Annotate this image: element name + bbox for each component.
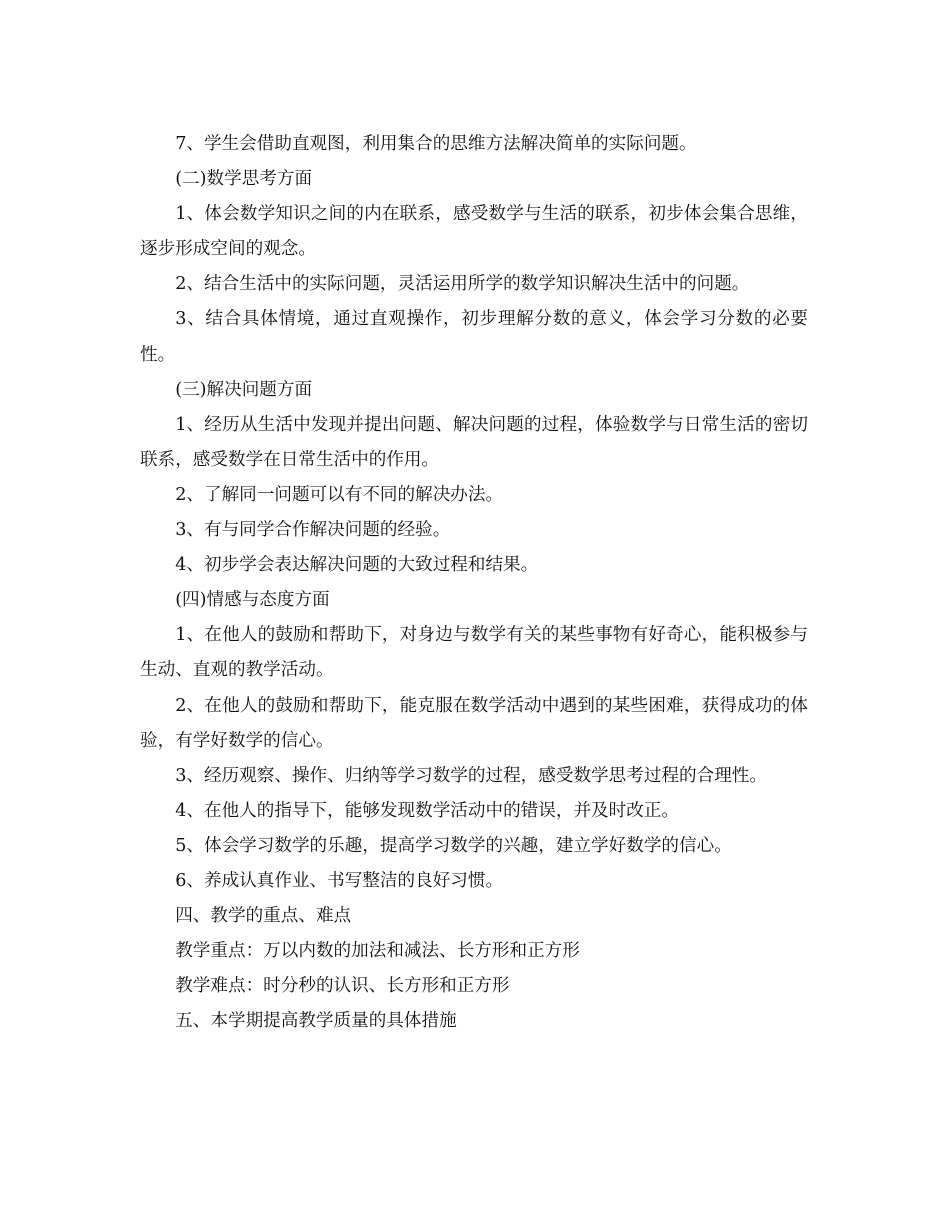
paragraph-emotion-6: 6、养成认真作业、书写整洁的良好习惯。 [175,870,504,891]
paragraph-teaching-difficult-points: 教学难点：时分秒的认识、长方形和正方形 [175,976,510,997]
paragraph-emotion-5: 5、体会学习数学的乐趣，提高学习数学的兴趣，建立学好数学的信心。 [175,835,732,856]
paragraph-problem-3: 3、有与同学合作解决问题的经验。 [175,520,451,541]
paragraph-item-7-visual-aid: 7、学生会借助直观图，利用集合的思维方法解决简单的实际问题。 [175,134,697,154]
paragraph-problem-2: 2、了解同一问题可以有不同的解决办法。 [175,484,504,505]
paragraph-emotion-1: 1、在他人的鼓励和帮助下，对身边与数学有关的某些事物有好奇心，能积极参与生动、直观的教学活动。 [140,625,808,681]
document-body [140,127,808,1039]
section-heading-emotion-attitude: (四)情感与态度方面 [175,590,330,611]
paragraph-thinking-1: 1、体会数学知识之间的内在联系，感受数学与生活的联系，初步体会集合思维，逐步形成空间的观念。 [140,204,808,260]
section-heading-problem-solving: (三)解决问题方面 [175,379,313,400]
section-heading-math-thinking: (二)数学思考方面 [175,169,313,190]
paragraph-problem-1: 1、经历从生活中发现并提出问题、解决问题的过程，体验数学与日常生活的密切联系，感受数学在日常生活中的作用。 [140,414,808,470]
section-heading-quality-measures: 五、本学期提高教学质量的具体措施 [175,1011,457,1032]
paragraph-thinking-3: 3、结合具体情境，通过直观操作，初步理解分数的意义，体会学习分数的必要性。 [140,309,808,365]
paragraph-teaching-key-points: 教学重点：万以内数的加法和减法、长方形和正方形 [175,941,580,962]
paragraph-emotion-2: 2、在他人的鼓励和帮助下，能克服在数学活动中遇到的某些困难，获得成功的体验，有学好数学的信心。 [140,695,808,751]
paragraph-emotion-4: 4、在他人的指导下，能够发现数学活动中的错误，并及时改正。 [175,800,680,821]
paragraph-emotion-3: 3、经历观察、操作、归纳等学习数学的过程，感受数学思考过程的合理性。 [175,765,767,786]
section-heading-key-difficult-points: 四、教学的重点、难点 [175,906,352,927]
paragraph-problem-4: 4、初步学会表达解决问题的大致过程和结果。 [175,555,539,576]
paragraph-thinking-2: 2、结合生活中的实际问题，灵活运用所学的数学知识解决生活中的问题。 [175,274,750,295]
